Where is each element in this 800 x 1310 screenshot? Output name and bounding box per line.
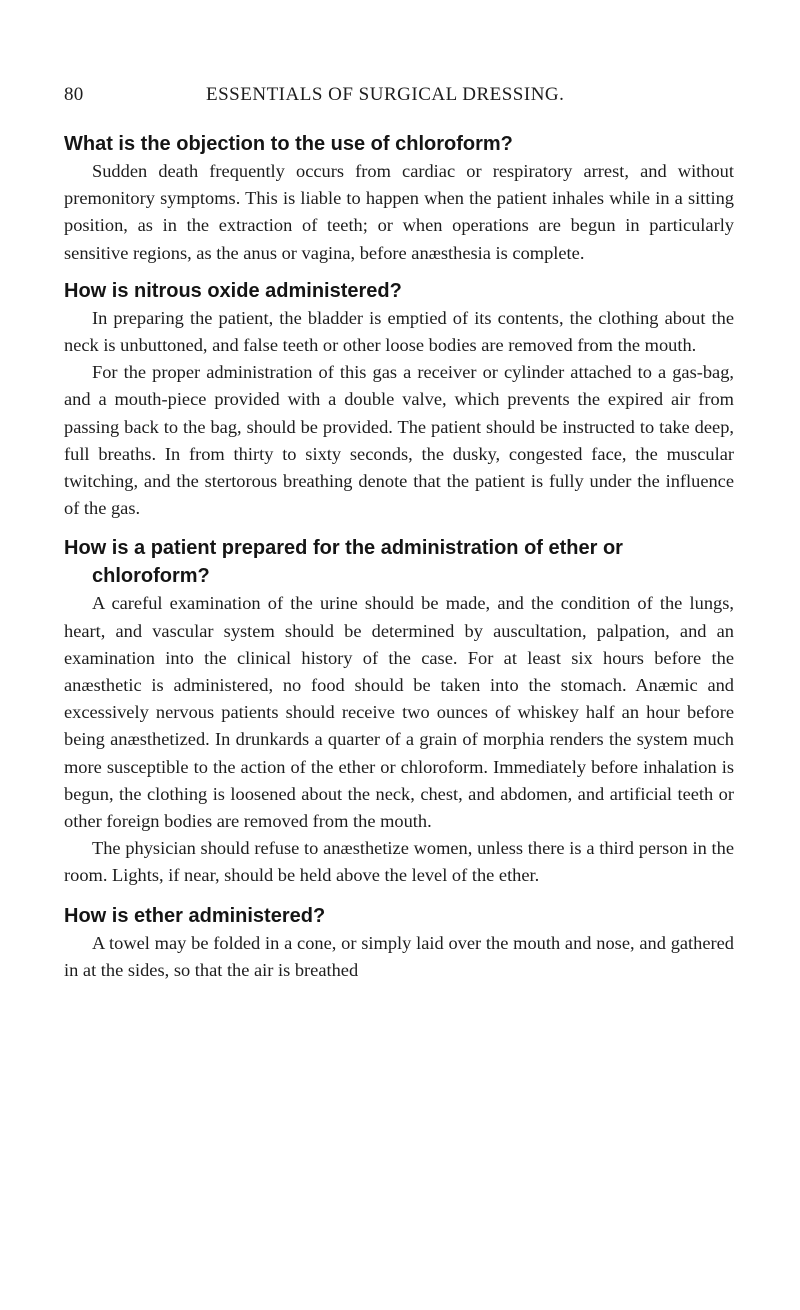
section-ether-administration [64, 902, 734, 984]
section-heading: What is the objection to the use of chloroform? [64, 133, 513, 155]
paragraph: Sudden death frequently occurs from cardiac or respiratory arrest, and without premonitory symptoms. This is liable to happen when the patient inhales while in a sitting position, as in the extraction of teeth; or when operations are begun in particularly sensitive regions, as the anus or vagina, before anæsthesia is complete. [64, 161, 734, 263]
paragraph: The physician should refuse to anæsthetize women, unless there is a third person in the room. Lights, if near, should be held above the level of the ether. [64, 838, 734, 886]
paragraph: In preparing the patient, the bladder is emptied of its contents, the clothing about the neck is unbuttoned, and false teeth or other loose bodies are removed from the mouth. [64, 307, 734, 356]
section-heading: How is ether administered? [64, 904, 326, 927]
running-head [64, 84, 734, 110]
paragraph: For the proper administration of this gas a receiver or cylinder attached to a gas-bag, and a mouth-piece provided with a double valve, which prevents the expired air from passing back to the bag, should be provided. The patient should be instructed to take deep, full breaths. In from thirty to sixty seconds, the dusky, congested face, the muscular twitching, and the stertorous breathing denote that the patient is fully under the influence of the gas. [64, 362, 734, 519]
paragraph: A towel may be folded in a cone, or simply laid over the mouth and nose, and gathered in at the sides, so that the air is breathed [64, 932, 734, 980]
section-patient-preparation [64, 534, 734, 889]
page-body [64, 130, 734, 984]
paragraph: A careful examination of the urine should be made, and the condition of the lungs, heart, and vascular system should be determined by auscultation, palpation, and an examination into the clinical history of the case. For at least six hours before the anæsthetic is administered, no food should be taken into the stomach. Anæmic and excessively nervous patients should receive two ounces of whiskey half an hour before being anæsthetized. In drunkards a quarter of a grain of morphia renders the system much more susceptible to the action of the ether or chloroform. Immediately before inhalation is begun, the clothing is loosened about the neck, chest, and abdomen, and artificial teeth or other foreign bodies are removed from the mouth. [64, 593, 734, 832]
page-number: 80 [64, 84, 84, 105]
section-chloroform-objection [64, 130, 734, 267]
running-title: ESSENTIALS OF SURGICAL DRESSING. [206, 84, 565, 105]
section-heading: How is a patient prepared for the administration of ether or chloroform? [64, 537, 623, 588]
section-nitrous-oxide [64, 277, 734, 523]
section-heading: How is nitrous oxide administered? [64, 279, 402, 302]
